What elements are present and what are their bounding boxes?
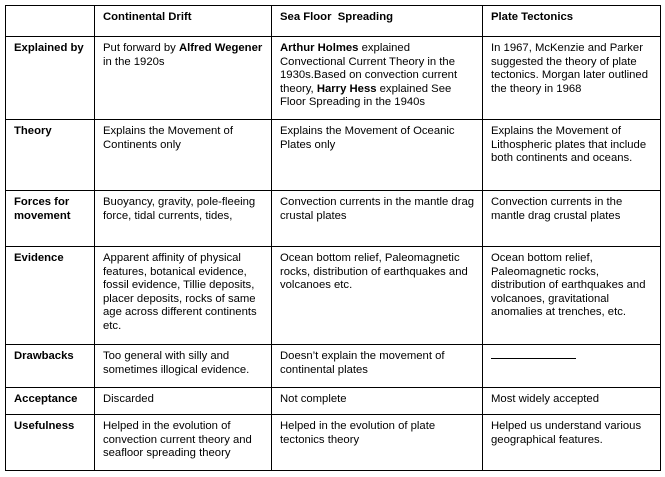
corner-cell: [6, 6, 95, 37]
table-row-forces-for-movement: [6, 191, 661, 247]
cell-plate-tectonics: [483, 345, 661, 388]
cell-continental-drift: Buoyancy, gravity, pole-fleeing force, tidal currents, tides,: [95, 191, 272, 247]
dash-line: [491, 358, 576, 359]
cell-plate-tectonics: Ocean bottom relief, Paleomagnetic rocks, distribution of earthquakes and volcanoes, gravitational anomalies at trenches, etc.: [483, 247, 661, 345]
row-label: Evidence: [6, 247, 95, 345]
cell-sea-floor-spreading: Ocean bottom relief, Paleomagnetic rocks, distribution of earthquakes and volcanoes etc.: [272, 247, 483, 345]
cell-continental-drift: Discarded: [95, 388, 272, 415]
cell-continental-drift: Helped in the evolution of convection current theory and seafloor spreading theory: [95, 415, 272, 471]
cell-plate-tectonics: Explains the Movement of Lithospheric plates that include both continents and oceans.: [483, 120, 661, 191]
cell-sea-floor-spreading: Helped in the evolution of plate tectonics theory: [272, 415, 483, 471]
cell-sea-floor-spreading: Not complete: [272, 388, 483, 415]
row-label: Usefulness: [6, 415, 95, 471]
row-label: Theory: [6, 120, 95, 191]
header-sea-floor-spreading: Sea Floor Spreading: [272, 6, 483, 37]
row-label: Forces for movement: [6, 191, 95, 247]
row-label: Drawbacks: [6, 345, 95, 388]
table-row-acceptance: [6, 388, 661, 415]
cell-plate-tectonics: In 1967, McKenzie and Parker suggested the theory of plate tectonics. Morgan later outlined the theory in 1968: [483, 37, 661, 120]
table-row-drawbacks: [6, 345, 661, 388]
cell-sea-floor-spreading: Explains the Movement of Oceanic Plates only: [272, 120, 483, 191]
cell-sea-floor-spreading: Convection currents in the mantle drag crustal plates: [272, 191, 483, 247]
table-row-explained-by: [6, 37, 661, 120]
cell-continental-drift: Too general with silly and sometimes illogical evidence.: [95, 345, 272, 388]
cell-plate-tectonics: Convection currents in the mantle drag crustal plates: [483, 191, 661, 247]
header-plate-tectonics: Plate Tectonics: [483, 6, 661, 37]
cell-continental-drift: Explains the Movement of Continents only: [95, 120, 272, 191]
comparison-table: [5, 5, 661, 471]
cell-plate-tectonics: Most widely accepted: [483, 388, 661, 415]
row-label: Acceptance: [6, 388, 95, 415]
header-row: [6, 6, 661, 37]
table-row-theory: [6, 120, 661, 191]
cell-sea-floor-spreading: Arthur Holmes explained Convectional Current Theory in the 1930s.Based on convection current theory, Harry Hess explained See Floor Spreading in the 1940s: [272, 37, 483, 120]
cell-continental-drift: Put forward by Alfred Wegener in the 1920s: [95, 37, 272, 120]
row-label: Explained by: [6, 37, 95, 120]
table-row-evidence: [6, 247, 661, 345]
cell-continental-drift: Apparent affinity of physical features, botanical evidence, fossil evidence, Tillie deposits, placer deposits, rocks of same age across different continents etc.: [95, 247, 272, 345]
header-continental-drift: Continental Drift: [95, 6, 272, 37]
cell-sea-floor-spreading: Doesn’t explain the movement of continental plates: [272, 345, 483, 388]
table-row-usefulness: [6, 415, 661, 471]
cell-plate-tectonics: Helped us understand various geographical features.: [483, 415, 661, 471]
